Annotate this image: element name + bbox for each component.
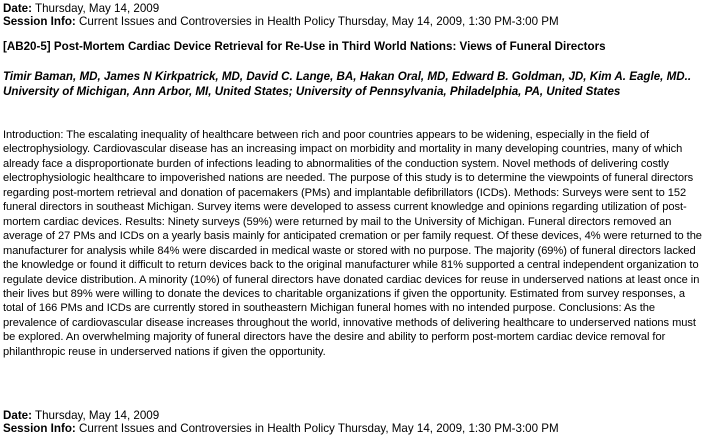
- header-date-label: Date:: [3, 2, 32, 15]
- article-title: [AB20-5] Post-Mortem Cardiac Device Retrieval for Re-Use in Third World Nations: Views of Funeral Directors: [3, 40, 606, 53]
- header-session-value: Current Issues and Controversies in Health Policy Thursday, May 14, 2009, 1:30 PM-3:00 PM: [79, 15, 559, 28]
- header-session-line: [3, 15, 559, 28]
- footer-date-value: Thursday, May 14, 2009: [35, 409, 160, 422]
- footer-date-label: Date:: [3, 409, 32, 422]
- header-date-value: Thursday, May 14, 2009: [35, 2, 160, 15]
- article-authors: Timir Baman, MD, James N Kirkpatrick, MD, David C. Lange, BA, Hakan Oral, MD, Edward B. Goldman, JD, Kim A. Eagle, MD.. University of Michigan, Ann Arbor, MI, United States; University of Pennsylvania, Philadelphia, PA, United States: [3, 70, 692, 98]
- header-meta: [3, 2, 559, 28]
- footer-date-line: [3, 409, 559, 422]
- article-abstract: Introduction: The escalating inequality of healthcare between rich and poor countries appears to be widening, especially in the field of electrophysiology. Cardiovascular disease has an increasing impact on morbidity and mortality in many developing countries, many of which already face a disproportionate burden of infections leading to abnormalities of the conduction system. Novel methods of delivering costly electrophysiologic healthcare to impoverished nations are needed. The purpose of this study is to determine the viewpoints of funeral directors regarding post-mortem retrieval and donation of pacemakers (PMs) and implantable defibrillators (ICDs). Methods: Surveys were sent to 152 funeral directors in southeast Michigan. Survey items were developed to assess current knowledge and opinions regarding utilization of post-mortem cardiac devices. Results: Ninety surveys (59%) were returned by mail to the University of Michigan. Funeral directors removed an average of 27 PMs and ICDs on a yearly basis mainly for anticipated cremation or per family request. Of these devices, 4% were returned to the manufacturer for analysis while 84% were discarded in medical waste or stored with no purpose. The majority (69%) of funeral directors lacked the knowledge or found it difficult to return devices back to the original manufacturer while 81% supported a central independent organization to regulate device distribution. A minority (10%) of funeral directors have donated cardiac devices for reuse in underserved nations at least once in their lives but 89% were willing to donate the devices to charitable organizations if given the opportunity. Estimated from survey responses, a total of 166 PMs and ICDs are currently stored in southeastern Michigan funeral homes with no intended purpose. Conclusions: As the prevalence of cardiovascular disease increases throughout the world, innovative methods of delivering healthcare to underserved nations must be explored. An overwhelming majority of funeral directors have the desire and ability to perform post-mortem cardiac device removal for philanthropic reuse in underserved nations if given the opportunity.: [3, 129, 702, 358]
- footer-meta: [3, 409, 559, 435]
- footer-session-line: [3, 422, 559, 435]
- footer-session-label: Session Info:: [3, 422, 76, 435]
- header-session-label: Session Info:: [3, 15, 76, 28]
- footer-session-value: Current Issues and Controversies in Health Policy Thursday, May 14, 2009, 1:30 PM-3:00 PM: [79, 422, 559, 435]
- header-date-line: [3, 2, 559, 15]
